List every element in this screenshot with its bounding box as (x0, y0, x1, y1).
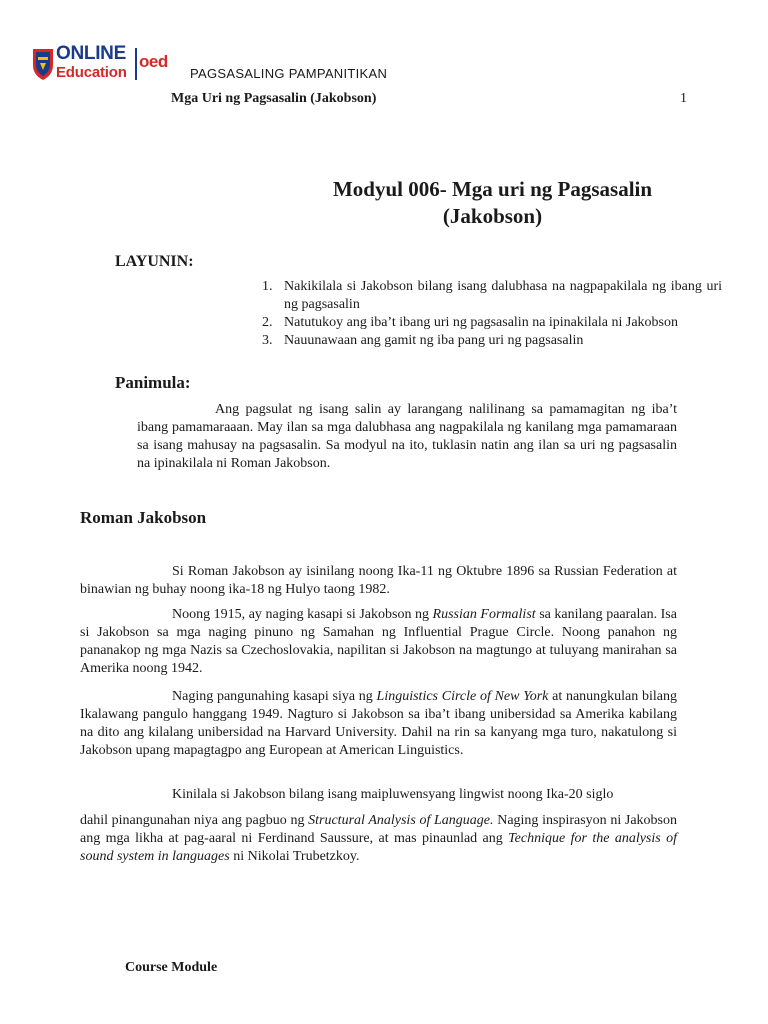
list-item-number: 2. (262, 315, 273, 330)
bio-paragraph-4-line1: Kinilala si Jakobson bilang isang maipluwensyang lingwist noong Ika-20 siglo (172, 787, 614, 802)
bio-paragraph-2 (80, 606, 677, 678)
list-item-text: Natutukoy ang iba’t ibang uri ng pagsasalin na ipinakilala ni Jakobson (284, 315, 678, 330)
italic-term: Technique for the analysis of sound system in languages (80, 831, 677, 864)
italic-term: Structural Analysis of Language. (308, 813, 494, 828)
bio-paragraph-4 (80, 812, 677, 866)
module-title (300, 176, 685, 230)
bio-paragraph-1: Si Roman Jakobson ay isinilang noong Ika-11 ng Oktubre 1896 sa Russian Federation at binawian ng buhay noong ika-18 ng Hulyo taong 1982. (80, 564, 677, 597)
intro-heading: Panimula: (115, 373, 191, 392)
online-education-logo (32, 44, 182, 86)
footer-label: Course Module (125, 960, 218, 975)
paragraph-text: Noong 1915, ay naging kasapi si Jakobson ng (172, 607, 433, 622)
italic-term: Russian Formalist (432, 607, 536, 622)
list-item-text: Nauunawaan ang gamit ng iba pang uri ng pagsasalin (284, 333, 584, 348)
logo-word-online: ONLINE (56, 43, 126, 64)
logo-word-education: Education (56, 64, 127, 81)
header-subtitle: Mga Uri ng Pagsasalin (Jakobson) (171, 91, 377, 106)
bio-paragraph-3 (80, 688, 677, 760)
paragraph-text: sa kanilang paaralan. Isa si Jakobson sa mga naging pinuno ng Samahan ng Influential Prague Circle. Noong panahon ng pananakop ng mga Nazis sa Czechoslovakia, napilitan si Jakobson na magtungo at tuluyang manirahan sa Amerika noong 1942. (80, 607, 677, 676)
paragraph-text: Naging pangunahing kasapi siya ng (172, 689, 377, 704)
paragraph-text: ni Nikolai Trubetzkoy. (229, 849, 360, 864)
objectives-heading: LAYUNIN: (115, 253, 194, 270)
paragraph-text: at nanungkulan bilang Ikalawang pangulo hanggang 1949. Nagturo si Jakobson sa iba’t ibang unibersidad sa Amerika kabilang na dito ang kilalang unibersidad na Harvard University. Dahil na rin sa kanyang mga turo, nakatulong si Jakobson upang mapagtagpo ang European at American Linguistics. (80, 689, 678, 758)
module-title-line2: (Jakobson) (442, 204, 543, 228)
list-item-number: 1. (262, 279, 273, 294)
logo-oed-text: oed (139, 52, 168, 71)
course-name: PAGSASALING PAMPANITIKAN (190, 66, 388, 81)
list-item (262, 278, 722, 314)
paragraph-text: Naging inspirasyon ni Jakobson ang mga likha at pag-aaral ni Ferdinand Saussure, at mas pinaunlad ang (80, 813, 678, 846)
module-title-line1: Modyul 006- Mga uri ng Pagsasalin (332, 177, 653, 201)
list-item (262, 314, 722, 332)
objectives-list (262, 278, 722, 350)
section-heading: Roman Jakobson (80, 508, 207, 527)
shield-emblem-icon (32, 47, 54, 81)
list-item (262, 332, 722, 350)
paragraph-text: dahil pinangunahan niya ang pagbuo ng (80, 813, 309, 828)
logo-divider (135, 48, 137, 80)
list-item-text: Nakikilala si Jakobson bilang isang dalubhasa na nagpapakilala ng ibang uri ng pagsasalin (284, 279, 722, 312)
intro-paragraph: Ang pagsulat ng isang salin ay larangang nalilinang sa pamamagitan ng iba’t ibang pamamaraaan. May ilan sa mga dalubhasa ang nagpakilala ng kanilang mga pamamaraan sa isang mahusay na pagsasalin. Sa modyul na ito, tuklasin natin ang ilan sa uri ng pagsasalin na ipinakilala ni Roman Jakobson. (137, 402, 677, 471)
italic-term: Linguistics Circle of New York (376, 689, 549, 704)
list-item-number: 3. (262, 333, 273, 348)
page-number: 1 (680, 91, 687, 106)
